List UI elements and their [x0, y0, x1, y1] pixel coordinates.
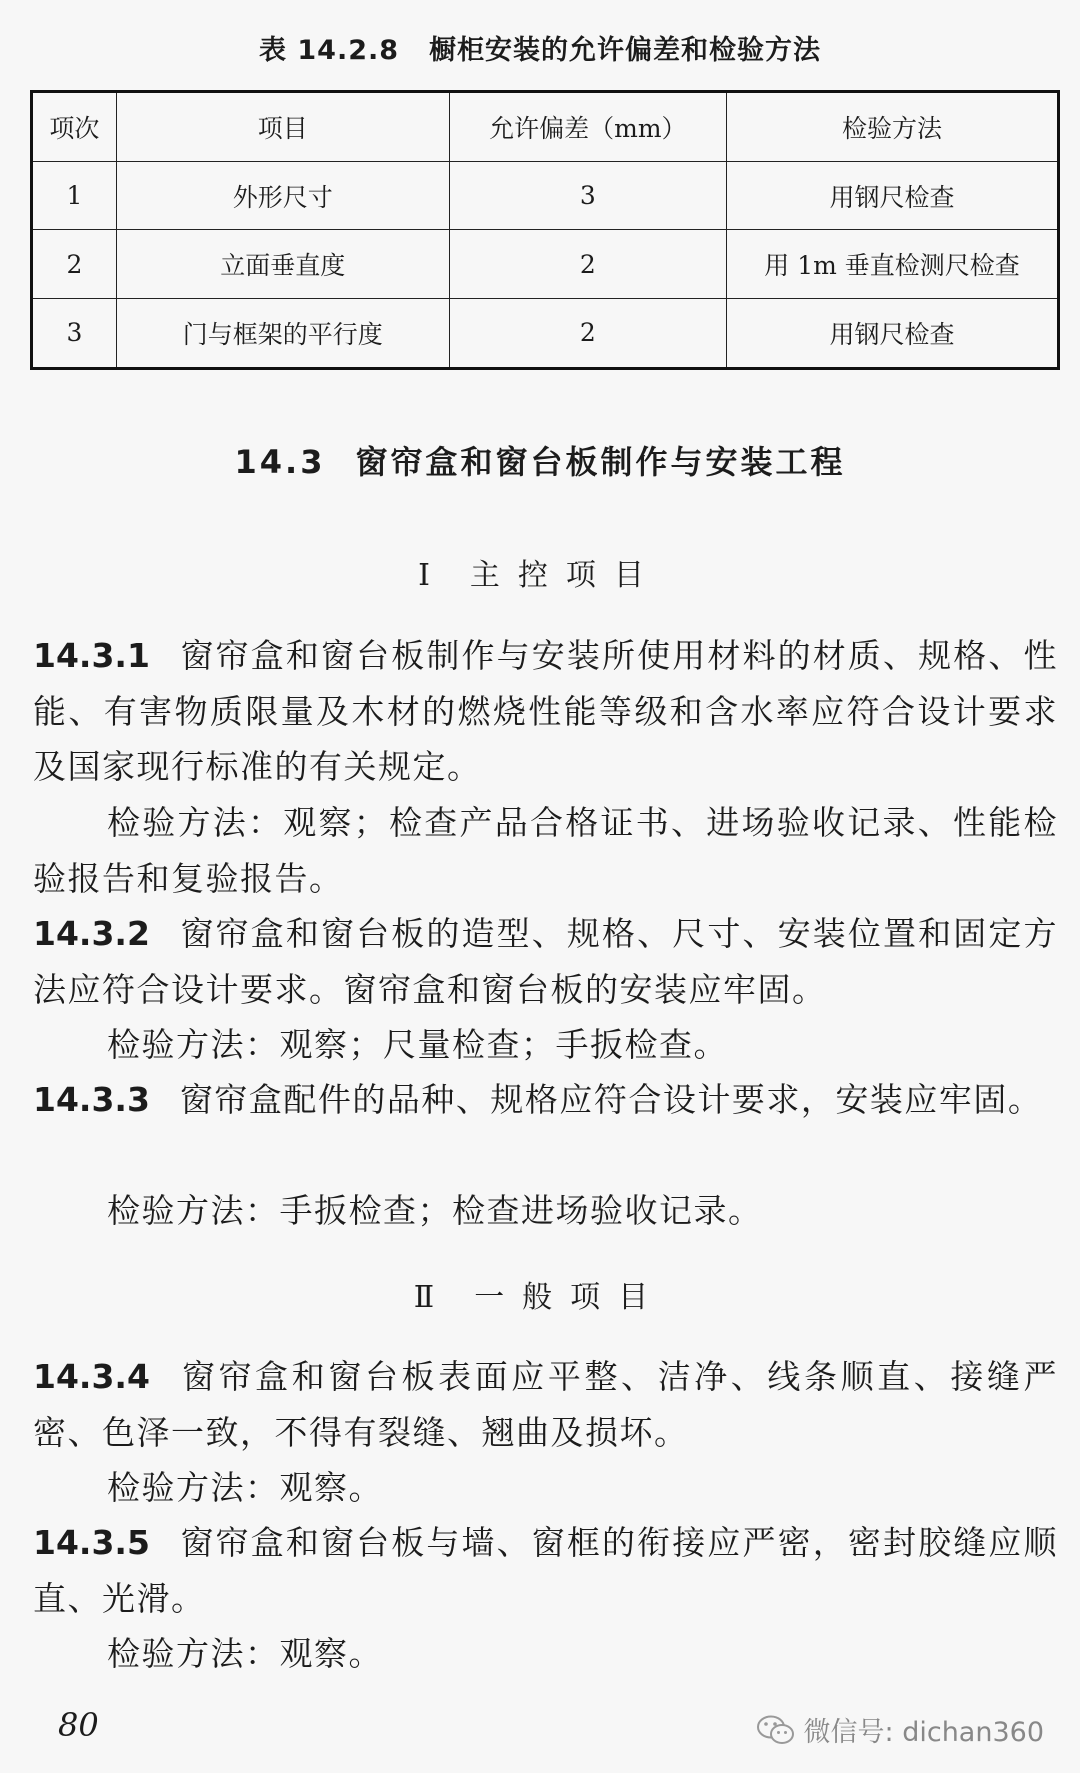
- subsection-numeral: Ⅱ: [413, 1280, 435, 1315]
- table-cell: 3: [32, 298, 117, 368]
- clause-text: 窗帘盒和窗台板与墙、窗框的衔接应严密，密封胶缝应顺直、光滑。: [33, 1523, 1058, 1618]
- inspection-method: 检验方法：观察；检查产品合格证书、进场验收记录、性能检验报告和复验报告。: [33, 803, 1058, 898]
- table-cell: 2: [449, 298, 726, 368]
- table-cell: 3: [449, 162, 726, 230]
- table-cell: 立面垂直度: [116, 230, 449, 298]
- table-cell: 门与框架的平行度: [116, 298, 449, 368]
- clause: [33, 628, 1058, 795]
- watermark: [756, 1710, 1044, 1749]
- wechat-icon: [756, 1714, 796, 1746]
- table-row: [32, 162, 1059, 230]
- clause: [33, 906, 1058, 1017]
- section-number: 14.3: [234, 443, 326, 481]
- table-header-cell: 项次: [32, 92, 117, 162]
- clause-number: 14.3.1: [33, 636, 150, 675]
- clause-number: 14.3.3: [33, 1080, 150, 1119]
- clause-number: 14.3.5: [33, 1523, 150, 1562]
- clause-number: 14.3.2: [33, 914, 150, 953]
- table-cell: 2: [32, 230, 117, 298]
- tolerance-table: [30, 90, 1060, 370]
- table-row: [32, 298, 1059, 368]
- table-row: [32, 230, 1059, 298]
- inspection-method: 检验方法：观察。: [107, 1468, 383, 1507]
- subsection-title: 主控项目: [469, 558, 662, 593]
- section-title-text: 窗帘盒和窗台板制作与安装工程: [355, 443, 846, 481]
- inspection-method: 检验方法：观察；尺量检查；手扳检查。: [107, 1025, 728, 1064]
- subsection-title: 一般项目: [474, 1280, 667, 1315]
- table-header-cell: 项目: [116, 92, 449, 162]
- clause: [33, 1072, 1058, 1128]
- table-cell: 2: [449, 230, 726, 298]
- table-header-cell: 允许偏差（mm）: [449, 92, 726, 162]
- subsection-numeral: Ⅰ: [418, 558, 430, 593]
- table-header-cell: 检验方法: [727, 92, 1059, 162]
- table-cell: 外形尺寸: [116, 162, 449, 230]
- clause-text: 窗帘盒和窗台板表面应平整、洁净、线条顺直、接缝严密、色泽一致，不得有裂缝、翘曲及损坏。: [33, 1357, 1058, 1452]
- table-header-row: [32, 92, 1059, 162]
- clause: [33, 1349, 1058, 1460]
- clause-text: 窗帘盒和窗台板制作与安装所使用材料的材质、规格、性能、有害物质限量及木材的燃烧性能等级和含水率应符合设计要求及国家现行标准的有关规定。: [33, 636, 1058, 786]
- inspection-method: 检验方法：观察。: [107, 1634, 383, 1673]
- section-heading: [0, 437, 1080, 483]
- subsection-heading: [0, 1272, 1080, 1316]
- table-cell: 用钢尺检查: [727, 162, 1059, 230]
- clause-text: 窗帘盒配件的品种、规格应符合设计要求，安装应牢固。: [179, 1080, 1043, 1119]
- clause-number: 14.3.4: [33, 1357, 150, 1396]
- table-cell: 1: [32, 162, 117, 230]
- clause: [33, 1515, 1058, 1626]
- table-cell: 用钢尺检查: [727, 298, 1059, 368]
- watermark-text: 微信号: dichan360: [803, 1717, 1044, 1748]
- table-number: 表 14.2.8: [258, 35, 400, 66]
- subsection-heading: [0, 550, 1080, 594]
- table-cell: 用 1m 垂直检测尺检查: [727, 230, 1059, 298]
- table-title-text: 橱柜安装的允许偏差和检验方法: [429, 35, 822, 66]
- clause-text: 窗帘盒和窗台板的造型、规格、尺寸、安装位置和固定方法应符合设计要求。窗帘盒和窗台板的安装应牢固。: [33, 914, 1058, 1009]
- inspection-method: 检验方法：手扳检查；检查进场验收记录。: [107, 1191, 763, 1230]
- table-caption: [0, 28, 1080, 67]
- page-number: 80: [58, 1706, 99, 1744]
